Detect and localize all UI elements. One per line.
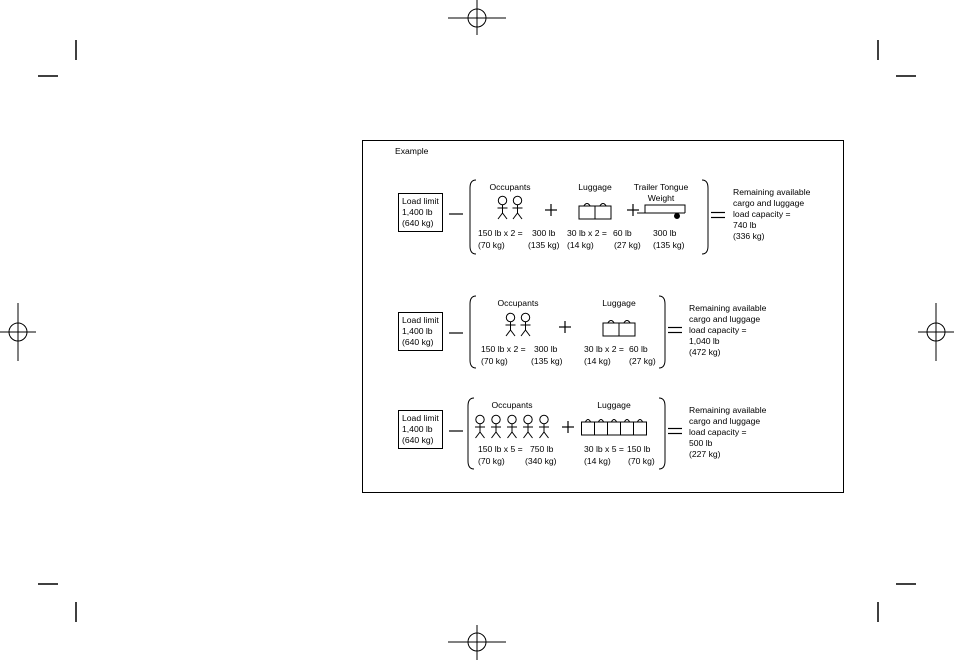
occupant-icon	[539, 415, 549, 438]
remaining-capacity: Remaining available cargo and luggage load capacity = 500 lb (227 kg)	[689, 405, 767, 459]
plus-operator	[559, 321, 571, 333]
luggage-icon	[603, 321, 619, 337]
load-limit-box: Load limit 1,400 lb (640 kg)	[398, 193, 443, 232]
group-label-bag: Luggage	[602, 298, 636, 308]
weight-subtotal-kg: (340 kg)	[525, 456, 557, 466]
weight-calculation: 150 lb x 2 =	[481, 344, 526, 354]
weight-subtotal-kg: (27 kg)	[614, 240, 641, 250]
occupant-icon	[523, 415, 533, 438]
group-label-person: Occupants	[497, 298, 539, 308]
load-limit-box: Load limit 1,400 lb (640 kg)	[398, 410, 443, 449]
plus-operator	[562, 421, 574, 433]
luggage-icon	[621, 420, 634, 436]
weight-kg: (14 kg)	[567, 240, 594, 250]
weight-kg: (14 kg)	[584, 456, 611, 466]
equals-operator	[668, 328, 682, 333]
occupant-icon	[521, 313, 531, 336]
left-bracket	[470, 296, 476, 368]
plus-operator	[545, 204, 557, 216]
luggage-icon	[634, 420, 647, 436]
group-label-bag: Luggage	[597, 400, 631, 410]
weight-subtotal: 300 lb	[534, 344, 558, 354]
occupant-icon	[491, 415, 501, 438]
weight-kg: (70 kg)	[478, 240, 505, 250]
weight-subtotal: 300 lb	[532, 228, 556, 238]
left-bracket	[470, 180, 476, 254]
group-label-trailer: Trailer Tongue Weight	[633, 182, 689, 203]
remaining-capacity: Remaining available cargo and luggage load capacity = 740 lb (336 kg)	[733, 187, 811, 241]
weight-subtotal: 150 lb	[627, 444, 651, 454]
luggage-icon	[595, 204, 611, 220]
weight-calculation: 30 lb x 2 =	[584, 344, 624, 354]
luggage-icon	[579, 204, 595, 220]
weight-subtotal: 60 lb	[629, 344, 648, 354]
weight-calculation: 150 lb x 2 =	[478, 228, 523, 238]
luggage-icon	[582, 420, 595, 436]
weight-kg: (14 kg)	[584, 356, 611, 366]
trailer-tongue-icon	[637, 205, 685, 219]
weight-calculation: 30 lb x 5 =	[584, 444, 624, 454]
luggage-icon	[608, 420, 621, 436]
group-label-person: Occupants	[491, 400, 533, 410]
weight-subtotal-kg: (135 kg)	[528, 240, 560, 250]
load-limit-box: Load limit 1,400 lb (640 kg)	[398, 312, 443, 351]
weight-calculation: 150 lb x 5 =	[478, 444, 523, 454]
plus-operator	[627, 204, 639, 216]
occupant-icon	[507, 415, 517, 438]
occupant-icon	[475, 415, 485, 438]
equals-operator	[711, 213, 725, 218]
luggage-icon	[619, 321, 635, 337]
occupant-icon	[498, 196, 508, 219]
group-label-bag: Luggage	[578, 182, 612, 192]
right-bracket	[659, 398, 665, 469]
weight-subtotal-kg: (70 kg)	[628, 456, 655, 466]
equals-operator	[668, 429, 682, 434]
example-label: Example	[395, 146, 429, 156]
weight-kg: (70 kg)	[478, 456, 505, 466]
right-bracket	[659, 296, 665, 368]
occupant-icon	[513, 196, 523, 219]
weight-kg: (135 kg)	[653, 240, 685, 250]
weight-subtotal-kg: (135 kg)	[531, 356, 563, 366]
weight-kg: (70 kg)	[481, 356, 508, 366]
luggage-icon	[595, 420, 608, 436]
remaining-capacity: Remaining available cargo and luggage load capacity = 1,040 lb (472 kg)	[689, 303, 767, 357]
occupant-icon	[506, 313, 516, 336]
weight-subtotal-kg: (27 kg)	[629, 356, 656, 366]
weight-subtotal: 750 lb	[530, 444, 554, 454]
weight-calculation: 300 lb	[653, 228, 677, 238]
weight-calculation: 30 lb x 2 =	[567, 228, 607, 238]
group-label-person: Occupants	[489, 182, 531, 192]
right-bracket	[702, 180, 708, 254]
left-bracket	[468, 398, 474, 469]
weight-subtotal: 60 lb	[613, 228, 632, 238]
